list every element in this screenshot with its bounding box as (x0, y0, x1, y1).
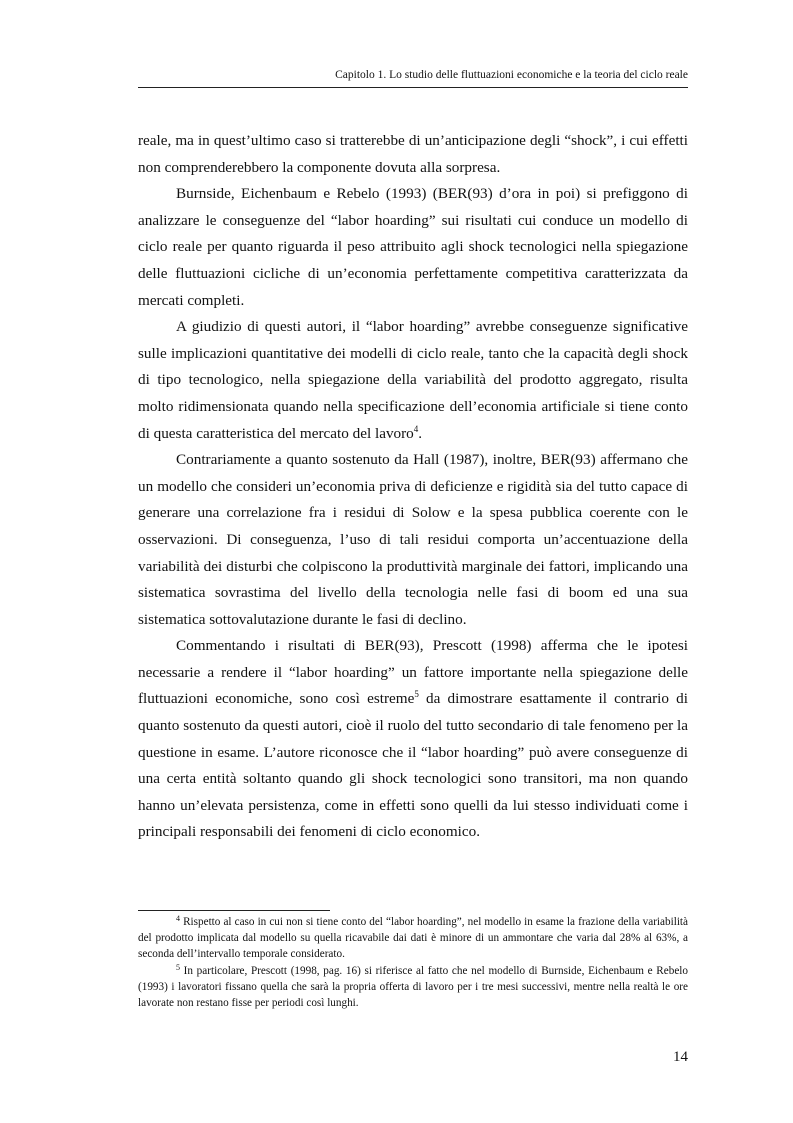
paragraph-hall-contrast: Contrariamente a quanto sostenuto da Hall (1987), inoltre, BER(93) affermano che un modello che consideri un’economia priva di deficienze e rigidità sia del tutto capace di generare una correlazione fra i residui di Solow e la spesa pubblica coerente con le osservazioni. Di conseguenza, l’uso di tali residui comporta un’accentuazione della variabilità dei disturbi che colpiscono la produttività marginale dei fattori, implicando una sistematica sovrastima del livello della tecnologia nelle fasi di boom ed una sua sistematica sottovalutazione durante le fasi di declino. (138, 451, 688, 628)
footnote-5: $^5$ In particolare, Prescott (1998, pag. 16) si riferisce al fatto che nel modello di Burnside, Eichenbaum e Rebelo (1993) i lavoratori fissano quella che sarà la propria offerta di lavoro per i tre mesi successivi, mentre nella realtà le ore lavorate non restano fisse per periodi così lunghi. (138, 962, 688, 1010)
footnote-4: $^4$ Rispetto al caso in cui non si tiene conto del “labor hoarding”, nel modello in esame la frazione della variabilità del prodotto implicata dal modello su quella ricavabile dai dati è minore di un ammontare che varia dal 28% al 63%, a seconda dell’intervallo temporale considerato. (138, 914, 688, 961)
footnote-separator (138, 910, 330, 911)
running-title: Capitolo 1. Lo studio delle fluttuazioni economiche e la teoria del ciclo reale (335, 69, 688, 81)
main-text (138, 128, 688, 846)
page-number: 14 (673, 1049, 688, 1065)
paragraph-ber93-intro: Burnside, Eichenbaum e Rebelo (1993) (BER(93) d’ora in poi) si prefiggono di analizzare le conseguenze del “labor hoarding” sui risultati cui conduce un modello di ciclo reale per quanto riguarda il peso attribuito agli shock tecnologici nella spiegazione delle fluttuazioni cicliche di un’economia perfettamente competitiva caratterizzata da mercati completi. (138, 185, 688, 309)
footnote-number: 5 (176, 962, 180, 972)
paragraph-prescott-comment: Commentando i risultati di BER(93), Prescott (1998) afferma che le ipotesi necessarie a rendere il “labor hoarding” un fattore importante nella spiegazione delle fluttuazioni economiche, sono così estreme$^5$ da dimostrare esattamente il contrario di quanto sostenuto da questi autori, cioè il ruolo del tutto secondario di tale fenomeno per la questione in esame. L’autore riconosce che il “labor hoarding” può avere conseguenze di una certa entità soltanto quando gli shock tecnologici sono transitori, ma non quando hanno un’elevata persistenza, come in effetti sono quelli da lui stesso individuati come i principali responsabili dei fenomeni di ciclo economico. (138, 637, 688, 841)
footnote-ref-5: 5 (414, 689, 419, 700)
running-header (138, 69, 688, 88)
footnotes (138, 914, 688, 1011)
footnote-ref-4: 4 (413, 423, 419, 434)
paragraph-ber93-judgement: A giudizio di questi autori, il “labor hoarding” avrebbe conseguenze significative sulle implicazioni quantitative dei modelli di ciclo reale, tanto che la capacità degli shock di tipo tecnologico, nella spiegazione della variabilità del prodotto aggregato, risulta molto ridimensionata quando nella specificazione dell’economia artificiale si tiene conto di questa caratteristica del mercato del lavoro$^4$. (138, 318, 688, 442)
footnote-number: 4 (176, 914, 180, 923)
paragraph-continued: reale, ma in quest’ultimo caso si tratterebbe di un’anticipazione degli “shock”, i cui effetti non comprenderebbero la componente dovuta alla sorpresa. (138, 132, 688, 176)
